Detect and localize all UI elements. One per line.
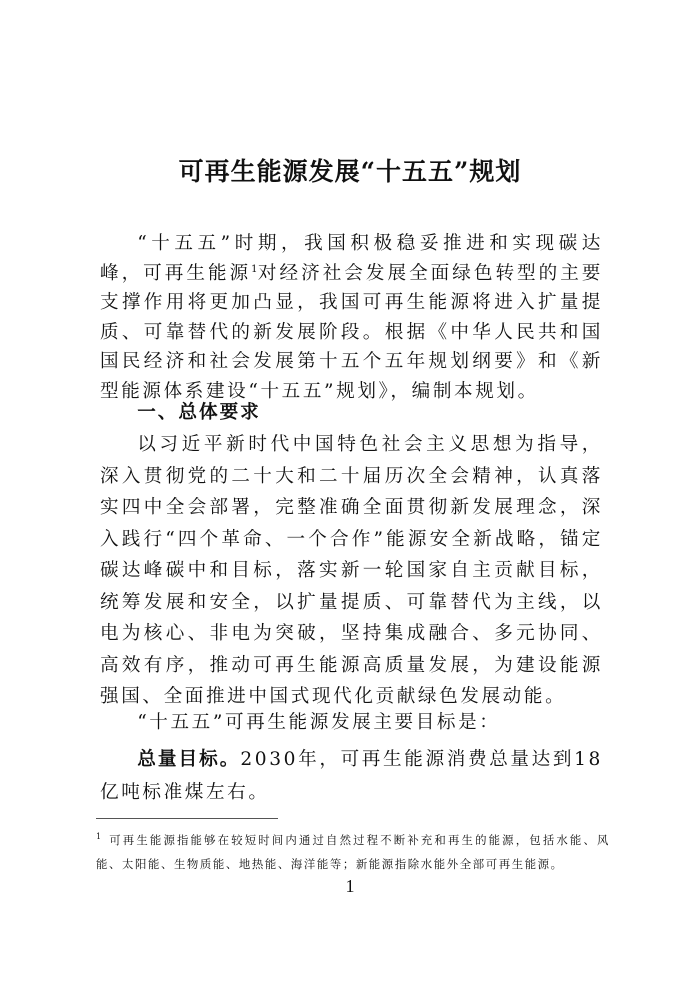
- intro-text-part2: 对经济社会发展全面绿色转型的主要支撑作用将更加凸显，我国可再生能源将进入扩量提质、可靠替代的新发展阶段。根据《中华人民共和国国民经济和社会发展第十五个五年规划纲要》和《新型能源体系建设“十五五”规划》，编制本规划。: [100, 262, 604, 402]
- intro-paragraph: [100, 229, 603, 407]
- total-target-text: 2030年，可再生能源消费总量达到18亿吨标准煤左右。: [100, 749, 603, 803]
- targets-intro-paragraph: “十五五”可再生能源发展主要目标是：: [137, 712, 501, 733]
- guiding-principle-paragraph: 以习近平新时代中国特色社会主义思想为指导，深入贯彻党的二十大和二十届历次全会精神，认真落实四中全会部署，完整准确全面贯彻新发展理念，深入践行“四个革命、一个合作”能源安全新战略，锚定碳达峰碳中和目标，落实新一轮国家自主贡献目标，统筹发展和安全，以扩量提质、可靠替代为主线，以电为核心、非电为突破，坚持集成融合、多元协同、高效有序，推动可再生能源高质量发展，为建设能源强国、全面推进中国式现代化贡献绿色发展动能。: [100, 434, 603, 707]
- section-heading-general-requirements: 一、总体要求: [137, 402, 261, 423]
- footnote-text: 可再生能源指能够在较短时间内通过自然过程不断补充和再生的能源，包括水能、风能、太阳能、生物质能、地热能、海洋能等；新能源指除水能外全部可再生能源。: [96, 833, 610, 871]
- footnote-marker: 1: [96, 832, 103, 842]
- footnote: [96, 828, 610, 876]
- page-number: 1: [345, 876, 355, 896]
- intro-text-part1: “十五五”时期，我国积极稳妥推进和实现碳达峰，可再生能源: [100, 233, 603, 284]
- total-target-paragraph: [100, 743, 603, 809]
- footnote-divider: [96, 818, 278, 819]
- document-title: 可再生能源发展“十五五”规划: [178, 157, 522, 186]
- total-target-label: 总量目标。: [137, 749, 241, 770]
- footnote-reference[interactable]: 1: [251, 263, 258, 275]
